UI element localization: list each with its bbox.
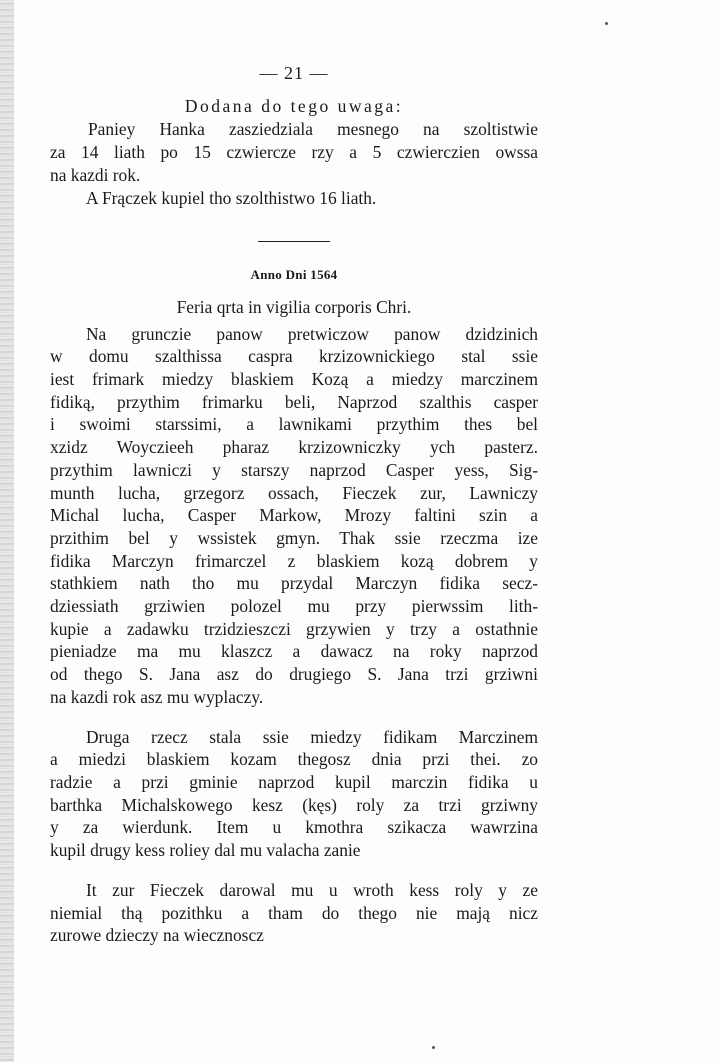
text-line: pieniadze ma mu klaszcz a dawacz na roky naprzod xyxy=(50,641,538,662)
text-line: dziessiath grziwien polozel mu przy pierwssim lith- xyxy=(50,596,538,617)
page-number: — 21 — xyxy=(259,63,329,83)
text-line: munth lucha, grzegorz ossach, Fieczek zur, Lawniczy xyxy=(50,482,538,503)
text-line: kupie a zadawku trzidzieszczi grzywien y trzy a ostathnie xyxy=(50,618,538,639)
text-line: fidika Marczyn frimarczel z blaskiem kozą dobrem y xyxy=(50,550,538,571)
text-line: fidiką, przythim frimarku beli, Naprzod szalthis casper xyxy=(50,391,538,412)
paragraph-1 xyxy=(50,323,538,709)
text-line: barthka Michalskowego kesz (kęs) roly za trzi grziwny xyxy=(50,794,538,815)
text-line: za 14 liath po 15 czwiercze rzy a 5 czwierczien owssa xyxy=(50,142,538,163)
feria-heading: Feria qrta in vigilia corporis Chri. xyxy=(176,296,412,317)
text-line: Paniey Hanka zasziedziala mesnego na szoltistwie xyxy=(88,119,538,140)
fraczek-paragraph xyxy=(50,187,538,210)
section-divider xyxy=(258,241,330,242)
text-line: y za wierdunk. Item u kmothra szikacza wawrzina xyxy=(50,817,538,838)
paragraph-3 xyxy=(50,879,538,947)
text-line: od thego S. Jana asz do drugiego S. Jana trzi grziwni xyxy=(50,664,538,685)
section-title-anno: Anno Dni 1564 xyxy=(250,267,338,283)
text-line: przithim bel y wssistek gmyn. Thak ssie rzeczma ize xyxy=(50,527,538,548)
paragraph-2 xyxy=(50,726,538,862)
text-line: A Frączek kupiel tho szolthistwo 16 liath. xyxy=(86,187,377,208)
text-line: zurowe dzieczy na wiecznoscz xyxy=(50,925,264,946)
text-line: Michal lucha, Casper Markow, Mrozy faltini szin a xyxy=(50,505,538,526)
speck-mark xyxy=(432,1046,435,1049)
text-line: iest frimark miedzy blaskiem Kozą a miedzy marczinem xyxy=(50,369,538,390)
text-line: w domu szalthissa caspra krzizownickiego stal ssie xyxy=(50,346,538,367)
text-line: na kazdi rok. xyxy=(50,164,141,185)
text-line: kupil drugy kess roliey dal mu valacha zanie xyxy=(50,840,361,861)
text-line: przythim lawniczi y starszy naprzod Casper yess, Sig- xyxy=(50,459,538,480)
note-heading: Dodana do tego uwaga: xyxy=(184,95,404,116)
scan-edge-shadow xyxy=(0,0,14,1062)
text-line: i swoimi starssimi, a lawnikami przythim thes bel xyxy=(50,414,538,435)
text-line: a miedzi blaskiem kozam thegosz dnia przi thei. zo xyxy=(50,749,538,770)
page-content xyxy=(50,62,538,947)
text-line: xzidz Woyczieeh pharaz krzizowniczky ych pasterz. xyxy=(50,437,538,458)
text-line: na kazdi rok asz mu wyplaczy. xyxy=(50,686,264,707)
text-line: stathkiem nath tho mu przydal Marczyn fidika secz- xyxy=(50,573,538,594)
text-line: Na grunczie panow pretwiczow panow dzidzinich xyxy=(86,323,538,344)
text-line: niemial thą pozithku a tham do thego nie mają nicz xyxy=(50,902,538,923)
speck-mark xyxy=(605,22,608,25)
text-line: It zur Fieczek darowal mu u wroth kess roly y ze xyxy=(86,879,538,900)
text-line: Druga rzecz stala ssie miedzy fidikam Marczinem xyxy=(86,726,538,747)
note-paragraph xyxy=(50,118,538,186)
text-line: radzie a przi gminie naprzod kupil marczin fidika u xyxy=(50,771,538,792)
